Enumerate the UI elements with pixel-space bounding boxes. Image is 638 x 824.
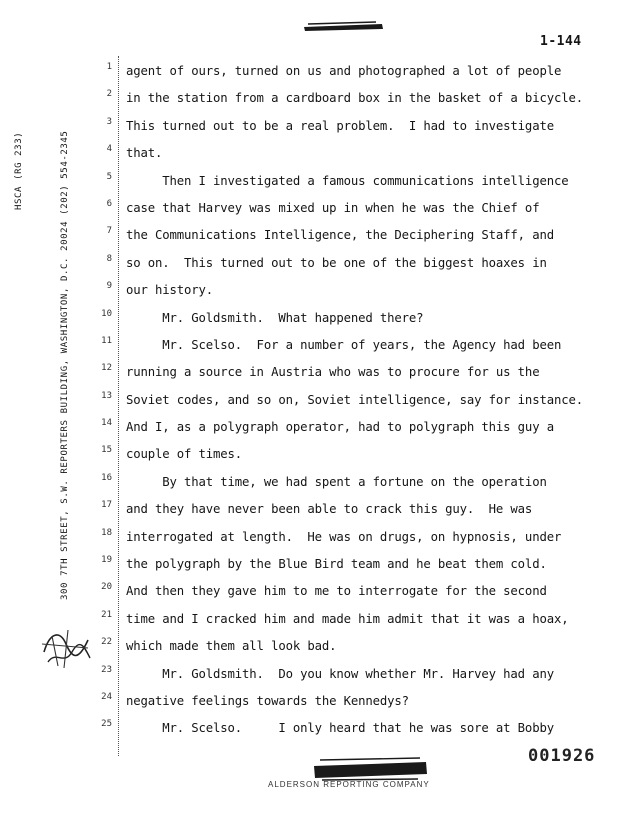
- transcript-line: case that Harvey was mixed up in when he was the Chief of: [126, 200, 540, 215]
- line-number: 9: [106, 281, 112, 292]
- line-number: 24: [101, 691, 112, 702]
- archive-label: [14, 131, 28, 224]
- line-number: 14: [101, 418, 112, 429]
- line-number: 16: [101, 472, 112, 483]
- line-number: 6: [106, 198, 112, 209]
- line-number: 15: [101, 445, 112, 456]
- transcript-line: Mr. Scelso. I only heard that he was sore at Bobby: [126, 721, 554, 736]
- transcript-line: agent of ours, turned on us and photographed a lot of people: [126, 64, 562, 78]
- line-number: 21: [101, 609, 112, 620]
- top-redaction-mark: [302, 18, 384, 34]
- transcript-line: Mr. Goldsmith. Do you know whether Mr. Harvey had any: [126, 666, 554, 681]
- line-number: 11: [101, 335, 112, 346]
- line-number: 8: [106, 253, 112, 264]
- page-number: 1-144: [540, 34, 582, 49]
- line-number: 12: [101, 363, 112, 374]
- transcript-line: our history.: [126, 283, 214, 298]
- line-number: 25: [101, 719, 112, 730]
- line-number: 20: [101, 582, 112, 593]
- transcript-line: in the station from a cardboard box in the basket of a bicycle.: [126, 91, 583, 106]
- line-number: 17: [101, 500, 112, 511]
- handwritten-initials-stamp: [38, 622, 94, 672]
- transcript-line: and they have never been able to crack this guy. He was: [126, 502, 533, 517]
- line-number: 2: [106, 89, 112, 100]
- line-number: 22: [101, 637, 112, 648]
- transcript-line: that.: [126, 146, 163, 161]
- line-number: 5: [106, 171, 112, 182]
- transcript-line: Mr. Scelso. For a number of years, the Agency had been: [126, 337, 562, 352]
- line-number: 23: [101, 664, 112, 675]
- archive-label-text: HSCA (RG 233): [14, 131, 24, 210]
- line-number: 1: [106, 62, 112, 72]
- line-numbers: [94, 62, 112, 747]
- line-number: 19: [101, 555, 112, 566]
- transcript-line: Soviet codes, and so on, Soviet intelligence, say for instance.: [126, 392, 583, 407]
- transcript-line: couple of times.: [126, 447, 243, 462]
- transcript-line: By that time, we had spent a fortune on the operation: [126, 474, 547, 489]
- transcript-line: Then I investigated a famous communications intelligence: [126, 173, 569, 188]
- transcript-line: running a source in Austria who was to procure for us the: [126, 365, 540, 380]
- bates-number: 001926: [528, 746, 596, 766]
- transcript-line: interrogated at length. He was on drugs, on hypnosis, under: [126, 529, 562, 544]
- transcript-line: And I, as a polygraph operator, had to polygraph this guy a: [126, 420, 554, 435]
- reporter-address: [60, 130, 74, 614]
- line-number: 4: [106, 144, 112, 155]
- line-number: 18: [101, 527, 112, 538]
- margin-rule: [118, 56, 119, 756]
- transcript-line: Mr. Goldsmith. What happened there?: [126, 310, 424, 325]
- line-number: 7: [106, 226, 112, 237]
- transcript-line: negative feelings towards the Kennedys?: [126, 693, 409, 708]
- transcript-line: This turned out to be a real problem. I had to investigate: [126, 118, 554, 133]
- bottom-redaction-mark: [310, 752, 430, 782]
- transcript-line: And then they gave him to me to interrogate for the second: [126, 584, 547, 599]
- line-number: 10: [101, 308, 112, 319]
- transcript-line: time and I cracked him and made him admit that it was a hoax,: [126, 611, 569, 626]
- transcript-line: the polygraph by the Blue Bird team and he beat them cold.: [126, 557, 547, 572]
- transcript-line: the Communications Intelligence, the Deciphering Staff, and: [126, 228, 554, 243]
- transcript-line: so on. This turned out to be one of the biggest hoaxes in: [126, 255, 547, 270]
- line-number: 3: [106, 116, 112, 127]
- reporter-address-text: 300 7TH STREET, S.W. REPORTERS BUILDING, WASHINGTON, D.C. 20024 (202) 554-2345: [60, 130, 70, 600]
- transcript-body: [126, 62, 596, 747]
- line-number: 13: [101, 390, 112, 401]
- transcript-line: which made them all look bad.: [126, 639, 337, 654]
- reporting-company: ALDERSON REPORTING COMPANY: [268, 780, 430, 789]
